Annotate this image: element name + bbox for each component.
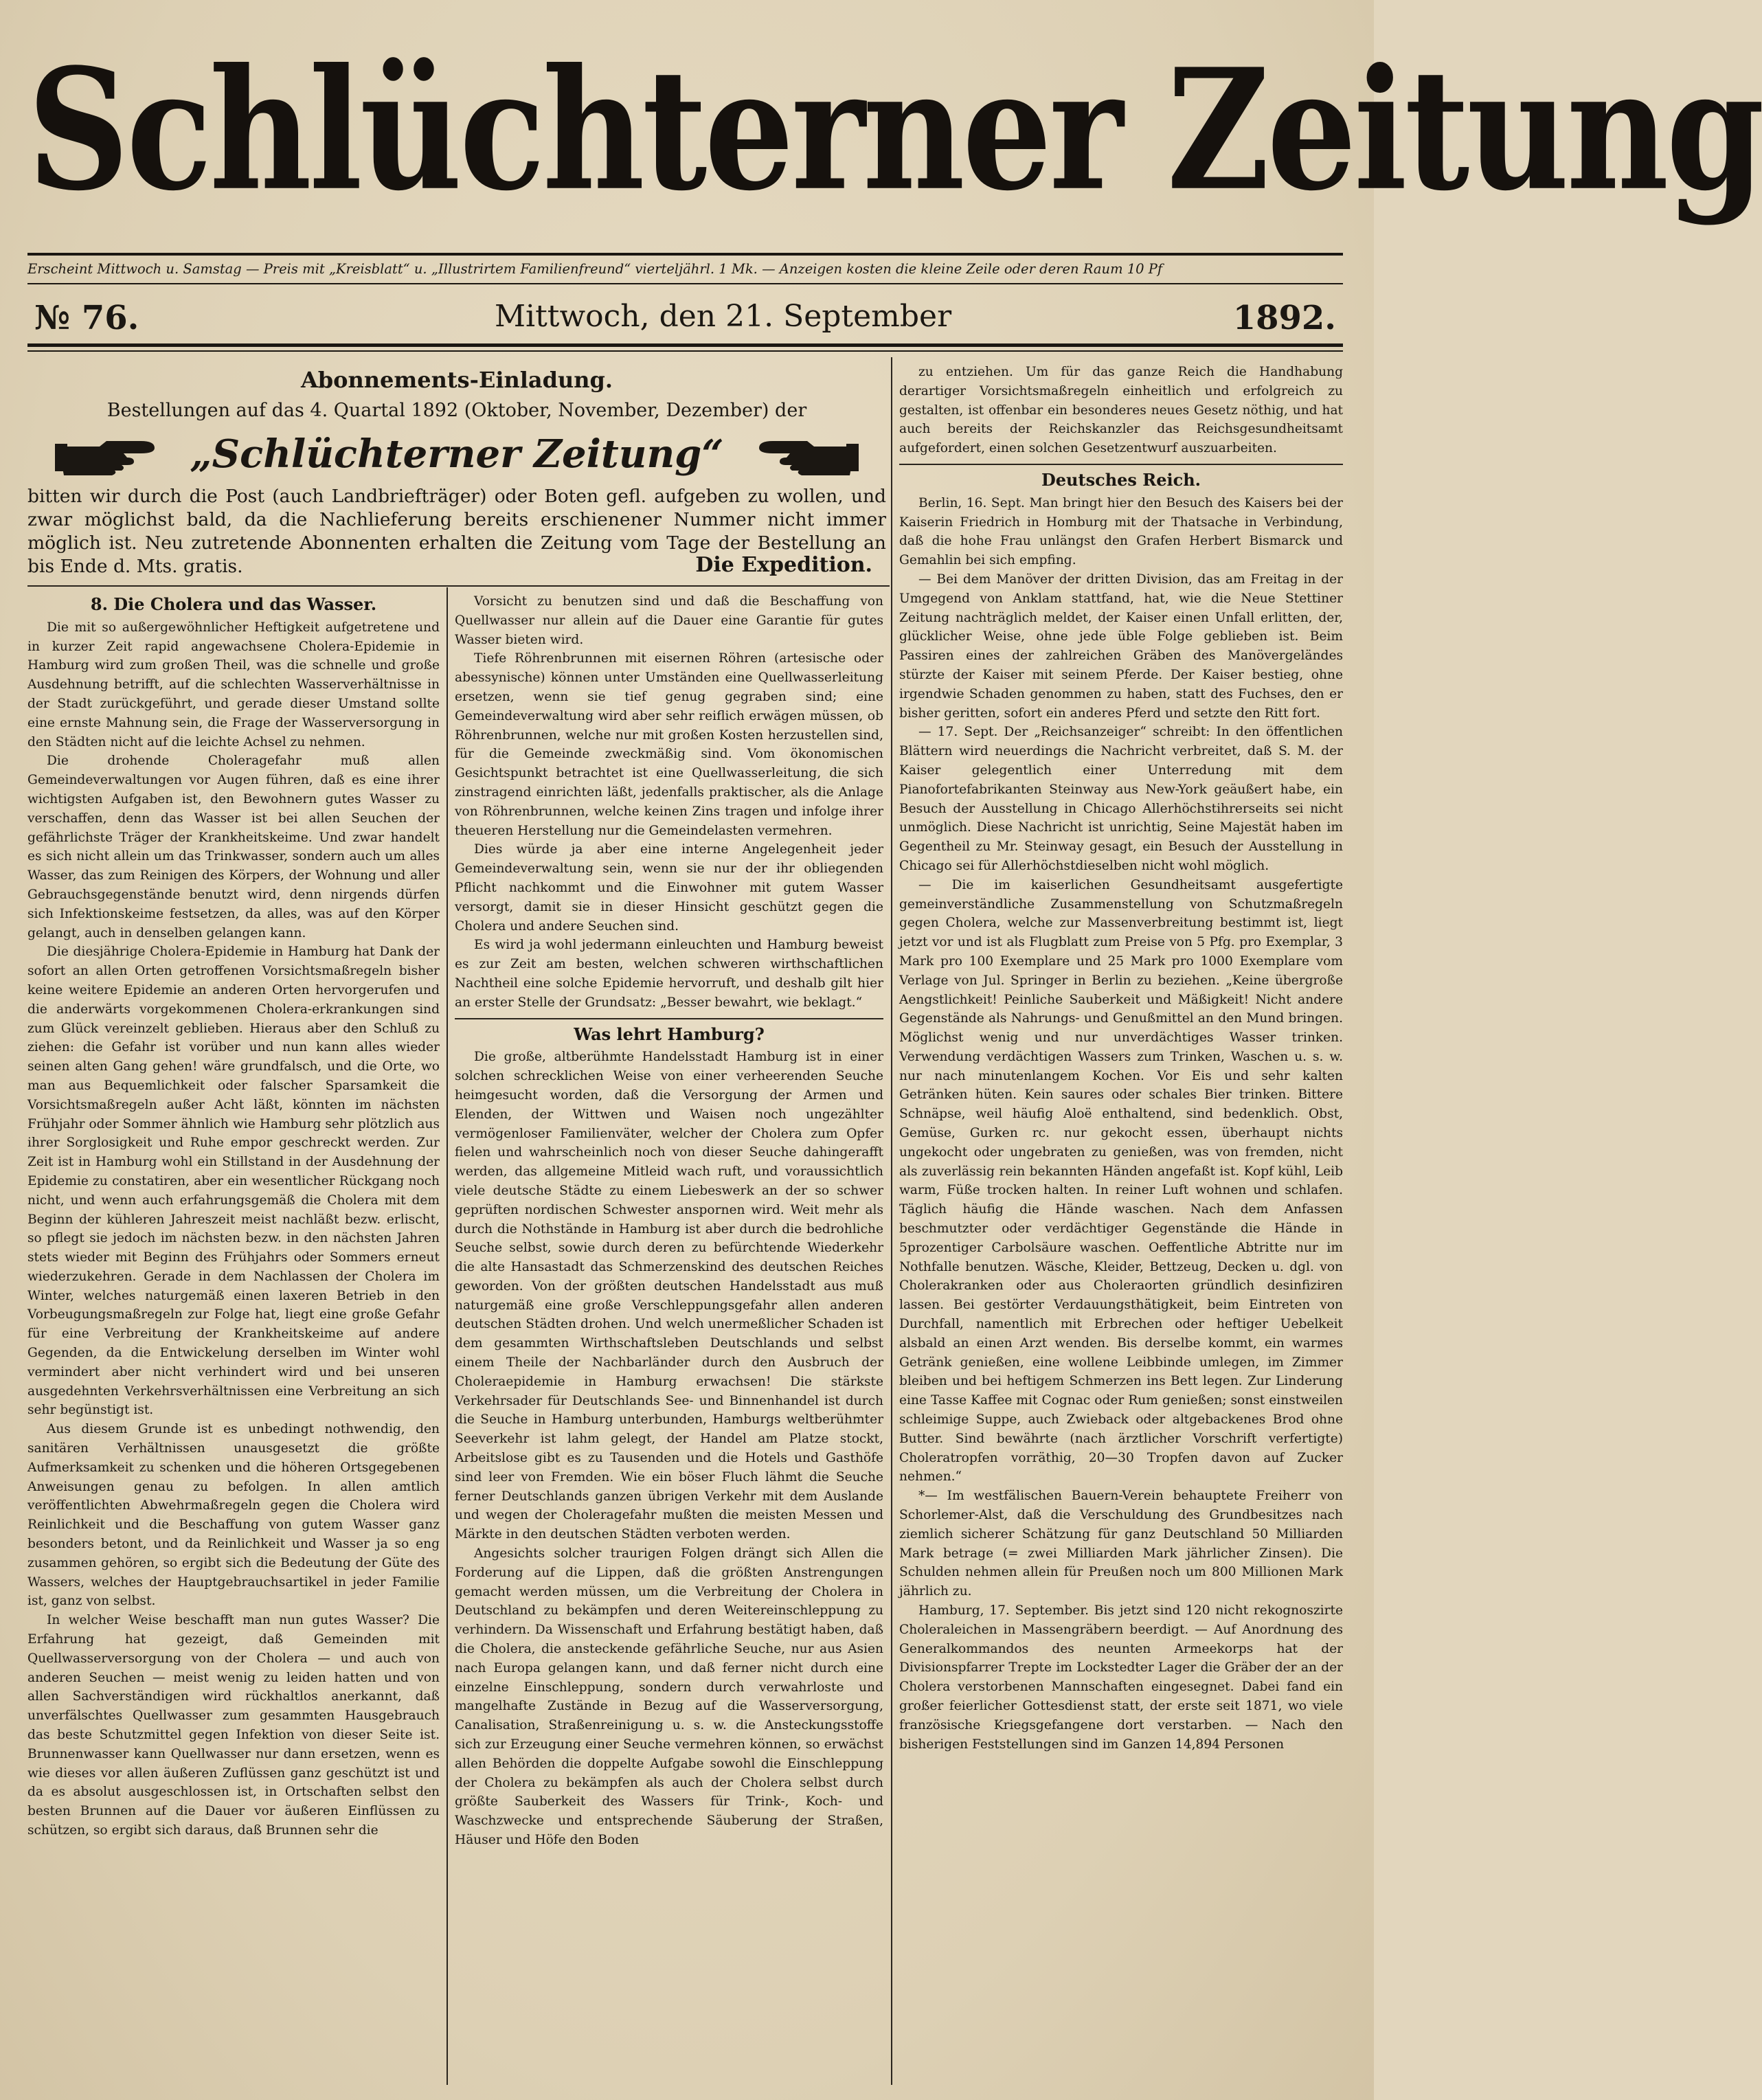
paragraph: Vorsicht zu benutzen sind und daß die Beschaffung von Quellwasser nur allein auf die Dauer eine Garantie für gutes Wasser bieten wird. xyxy=(455,594,883,647)
masthead-rule xyxy=(27,253,1343,256)
paragraph: zu entziehen. Um für das ganze Reich die Handhabung derartiger Vorsichtsmaßregeln einheitlich und erfolgreich zu gestalten, ist offenbar ein besonderes neues Gesetz nöthig, und hat auch bereits der Reichskanzler das Reichsgesundheitsamt aufgefordert, einen solchen Gesetzentwurf auszuarbeiten. xyxy=(899,365,1343,456)
paragraph: Die diesjährige Cholera-Epidemie in Hamburg hat Dank der sofort an allen Orten getroffenen Vorsichtsmaßregeln bisher keine weitere Epidemie an anderen Orten hervorgerufen und die anderwärts vorgekommenen Cholera-erkrankungen sind zum Glück vereinzelt geblieben. Hieraus aber den Schluß zu ziehen: die Gefahr ist vorüber und nun kann alles wieder seinen alten Gang gehen! wäre grundfalsch, und die Orte, wo man aus Bequemlichkeit oder falscher Sparsamkeit die Vorsichtsmaßregeln außer Acht läßt, könnten im nächsten Frühjahr oder Sommer ähnlich wie Hamburg sehr plötzlich aus ihrer Sorglosigkeit und Ruhe empor geschreckt werden. Zur Zeit ist in Hamburg wohl ein Stillstand in der Ausdehnung der Epidemie zu constatiren, aber ein wesentlicher Rückgang noch nicht, und wenn auch erfahrungsgemäß die Cholera mit dem Beginn der kühleren Jahreszeit meist nachläßt bezw. erlischt, so pflegt sie jedoch im nächsten bezw. in den nächsten Jahren stets wieder mit Beginn des Frühjahrs oder Sommers erneut wiederzukehren. Gerade in dem Nachlassen der Cholera im Winter, welches naturgemäß einen laxeren Betrieb in den Vorbeugungsmaßregeln zur Folge hat, liegt eine große Gefahr für eine Verbreitung der Krankheitskeime auf andere Gegenden, da die Entwickelung derselben im Winter wohl vermindert aber nicht verhindert wird und bei unseren ausgedehnten Verkehrsverhältnissen eine Verbreitung an sich sehr begünstigt ist. xyxy=(27,945,440,1418)
section-heading-deutsches-reich: Deutsches Reich. xyxy=(1041,469,1201,490)
newspaper-masthead: Schlüchterner Zeitung xyxy=(27,33,1762,228)
article-separator xyxy=(455,1018,883,1019)
issue-number: № 76. xyxy=(34,299,139,337)
paragraph: — 17. Sept. Der „Reichsanzeiger“ schreibt: In den öffentlichen Blättern wird neuerdings die Nachricht verbreitet, daß S. M. der Kaiser gelegentlich einer Unterredung mit dem Pianofortefabrikanten Steinway aus New-York geäußert habe, ein Besuch der Ausstellung in Chicago Allerhöchstihrerseits sei nicht unmöglich. Diese Nachricht ist unrichtig, Seine Majestät haben im Gegentheil zu Mr. Steinway gesagt, ein Besuch der Ausstellung in Chicago sei für Allerhöchstdieselben nicht wohl möglich. xyxy=(899,725,1343,873)
dateline xyxy=(27,292,1343,340)
column-divider-1 xyxy=(447,587,448,2085)
subline-rule xyxy=(27,283,1343,284)
paragraph: Die drohende Choleragefahr muß allen Gemeindeverwaltungen vor Augen führen, daß es eine ihrer wichtigsten Aufgaben ist, den Bewohnern gutes Wasser zu verschaffen, denn das Wasser ist bei allen Seuchen der gefährlichste Träger der Krankheitskeime. Und zwar handelt es sich nicht allein um das Trinkwasser, sondern auch um alles Wasser, das zum Reinigen des Körpers, der Wohnung und aller Gebrauchsgegenstände benutzt wird, denn nirgends dürfen sich Infektionskeime festsetzen, da alles, was auf den Körper gelangt, auch in denselben gelangen kann. xyxy=(27,754,440,940)
column-3-article xyxy=(899,363,1343,2087)
paragraph: Berlin, 16. Sept. Man bringt hier den Besuch des Kaisers bei der Kaiserin Friedrich in Homburg mit der Thatsache in Verbindung, daß die hohe Frau unlängst den Grafen Herbert Bismarck und Gemahlin bei sich empfing. xyxy=(899,495,1343,568)
paragraph: Dies würde ja aber eine interne Angelegenheit jeder Gemeindeverwaltung sein, wenn sie nur der ihr obliegenden Pflicht nachkommt und die Einwohner mit gutem Wasser versorgt, damit sie in dieser Hinsicht geschützt gegen die Cholera und andere Seuchen sind. xyxy=(455,842,883,934)
paragraph: — Die im kaiserlichen Gesundheitsamt ausgefertigte gemeinverständliche Zusammenstellung von Schutzmaßregeln gegen Cholera, welche zur Massenverbreitung bestimmt ist, liegt jetzt vor und ist als Flugblatt zum Preise von 5 Pfg. pro Exemplar, 3 Mark pro 100 Exemplare und 25 Mark pro 1000 Exemplare vom Verlage von Jul. Springer in Berlin zu beziehen. „Keine übergroße Aengstlichkeit! Peinliche Sauberkeit und Mäßigkeit! Nicht andere Gegenstände als Nahrungs- und Genußmittel an den Mund bringen. Möglichst wenig und nur unverdächtiges Wasser trinken. Verwendung verdächtigen Wassers zum Trinken, Waschen u. s. w. nur nach minutenlangem Kochen. Vor Eis und sehr kalten Getränken hüten. Kein saures oder schales Bier trinken. Bittere Schnäpse, weil häufig Aloë enthaltend, sind bedenklich. Obst, Gemüse, Gurken rc. nur gekocht essen, überhaupt nichts ungekocht oder ungebraten zu genießen, was von fremden, nicht als zuverlässig rein bekannten Händen angefaßt ist. Kopf kühl, Leib warm, Füße trocken halten. In reiner Luft wohnen und schlafen. Täglich häufig die Hände waschen. Nach dem Anfassen beschmutzter oder verdächtiger Gegenstände die Hände in 5prozentiger Carbolsäure waschen. Oeffentliche Abtritte nur im Nothfalle benutzen. Wäsche, Kleider, Bettzeug, Decken u. dgl. von Cholerakranken oder aus Choleraorten gründlich desinfiziren lassen. Bei gestörter Verdauungsthätigkeit, beim Eintreten von Durchfall, namentlich mit Erbrechen oder heftiger Uebelkeit alsbald an einen Arzt wenden. Bis derselbe kommt, ein warmes Getränk genießen, eine wollene Leibbinde umlegen, im Zimmer bleiben und bei heftigem Schmerzen ins Bett legen. Zur Linderung eine Tasse Kaffee mit Cognac oder Rum genießen; sonst einstweilen schleimige Suppe, auch Zwieback oder altgebackenes Brod ohne Butter. Sind bewährte (nach ärztlicher Vorschrift verfertigte) Choleratropfen vorräthig, 20—30 Tropfen davon auf Zucker nehmen.“ xyxy=(899,877,1343,1484)
paragraph: Die große, altberühmte Handelsstadt Hamburg ist in einer solchen schrecklichen Weise von einer verheerenden Seuche heimgesucht worden, daß die Versorgung der Armen und Elenden, der Wittwen und Waisen noch ungezählter vermögenloser Familienväter, welcher der Cholera zum Opfer fielen und wahrscheinlich noch von dieser Seuche dahingerafft werden, das allgemeine Mitleid wach ruft, und voraussichtlich viele deutsche Städte zu einem Liebeswerk an der so schwer geprüften nordischen Schwester anspornen wird. Weit mehr als durch die Nothstände in Hamburg ist aber durch die bedrohliche Seuche selbst, sowie durch deren zu befürchtende Wiederkehr die alte Hansastadt das Schmerzenskind des deutschen Reiches geworden. Von der größten deutschen Handelsstadt aus muß naturgemäß eine große Verschleppungsgefahr allen anderen deutschen Städten drohen. Und welch unermeßlicher Schaden ist dem gesammten Wirthschaftsleben Deutschlands und selbst einem Theile der Nachbarländer durch den Ausbruch der Choleraepidemie in Hamburg erwachsen! Die stärkste Verkehrsader für Deutschlands See- und Binnenhandel ist durch die Seuche in Hamburg unterbunden, Hamburgs weltberühmter Seeverkehr ist lahm gelegt, der Handel am Platze stockt, Arbeitslose gibt es zu Tausenden und die Hotels und Gasthöfe sind leer von Fremden. Wie ein böser Fluch lähmt die Seuche ferner Deutschlands ganzen übrigen Verkehr mit dem Auslande und wegen der Choleragefahr mußten die meisten Messen und Märkte in den deutschen Städten verboten werden. xyxy=(455,1050,883,1542)
section-rule xyxy=(27,585,890,587)
paragraph: Angesichts solcher traurigen Folgen drängt sich Allen die Forderung auf die Lippen, daß die größten Anstrengungen gemacht werden müssen, um die Verbreitung der Cholera in Deutschland zu bekämpfen und deren Weitereinschleppung zu verhindern. Da Wissenschaft und Erfahrung bestätigt haben, daß die Cholera, die ansteckende gefährliche Seuche, nur aus Asien nach Europa gelangen kann, und daß ferner nicht durch eine einzelne Einschleppung, sondern durch verwahrloste und mangelhafte Zustände in Bezug auf die Wasserversorgung, Canalisation, Straßenreinigung u. s. w. die Ansteckungsstoffe sich zur Erzeugung einer Seuche vermehren können, so erwächst allen Behörden die doppelte Aufgabe sowohl die Einschleppung der Cholera zu bekämpfen als auch der Cholera selbst durch größte Sauberkeit des Wassers für Trink-, Koch- und Waschzwecke und entsprechende Säuberung der Straßen, Häuser und Höfe den Boden xyxy=(455,1546,883,1847)
column-2-article xyxy=(455,592,883,2090)
pointing-hand-left-icon xyxy=(749,434,859,475)
subscription-body: bitten wir durch die Post (auch Landbriefträger) oder Boten gefl. aufgeben zu wollen, und zwar möglichst bald, da die Nachlieferung bereits erschienener Nummer nicht immer möglich ist. Neu zutretende Abonnenten erhalten die Zeitung vom Tage der Bestellung an bis Ende d. Mts. gratis. xyxy=(27,486,886,577)
dateline-rule-thick xyxy=(27,343,1343,347)
issue-date: Mittwoch, den 21. September xyxy=(495,299,952,334)
subscription-intro: Bestellungen auf das 4. Quartal 1892 (Oktober, November, Dezember) der xyxy=(106,400,807,421)
paragraph: — Bei dem Manöver der dritten Division, das am Freitag in der Umgegend von Anklam stattfand, hat, wie die Neue Stettiner Zeitung nachträglich meldet, der Kaiser einen Unfall erlitten, der, glücklicher Weise, ohne jede üble Folge geblieben ist. Beim Passiren eines der zahlreichen Gräben des Manövergeländes stürzte der Kaiser mit seinem Pferde. Der Kaiser bestieg, ohne irgendwie Schaden genommen zu haben, statt des Fuchses, den er bisher geritten, sofort ein anderes Pferd und setzte den Ritt fort. xyxy=(899,572,1343,721)
article-heading-hamburg: Was lehrt Hamburg? xyxy=(574,1024,765,1044)
paragraph: *— Im westfälischen Bauern-Verein behauptete Freiherr von Schorlemer-Alst, daß die Verschuldung des Grundbesitzes nach ziemlich sicherer Schätzung für ganz Deutschland 50 Milliarden Mark betrage (= zwei Milliarden Mark jährlicher Zinsen). Die Schulden nehmen allein für Preußen noch um 800 Millionen Mark jährlich zu. xyxy=(899,1489,1343,1599)
article-heading-cholera: 8. Die Cholera und das Wasser. xyxy=(90,594,377,614)
paragraph: Tiefe Röhrenbrunnen mit eisernen Röhren (artesische oder abessynische) können unter Umständen eine Quellwasserleitung ersetzen, wenn sie tief genug gegraben sind; eine Gemeindeverwaltung wird aber sehr reiflich erwägen müssen, ob Röhrenbrunnen, welche nur mit großen Kosten herzustellen sind, für die Gemeinde zweckmäßig sind. Vom ökonomischen Gesichtspunkt betrachtet ist eine Quellwasserleitung, die sich zinstragend einrichten läßt, jedenfalls praktischer, als die Anlage von Röhrenbrunnen, welche keinen Zins tragen und infolge ihrer theueren Herstellung nur die Gemeindelasten vermehren. xyxy=(455,651,883,838)
issue-year: 1892. xyxy=(1232,299,1336,337)
dateline-rule-thin xyxy=(27,350,1343,352)
paragraph: Aus diesem Grunde ist es unbedingt nothwendig, den sanitären Verhältnissen unausgesetzt die größte Aufmerksamkeit zu schenken und die höheren Ortsgegebenen Anweisungen genau zu befolgen. In allen amtlich veröffentlichten Abwehrmaßregeln gegen die Cholera wird Reinlichkeit und die Beschaffung von gutem Wasser ganz besonders betont, und da Reinlichkeit und Wasser ja so eng zusammen gehören, so ergibt sich die Bedeutung der Güte des Wassers, welches der Hauptgebrauchsartikel in jeder Familie ist, ganz von selbst. xyxy=(27,1422,440,1609)
subscription-signature: Die Expedition. xyxy=(695,553,872,577)
paragraph: In welcher Weise beschafft man nun gutes Wasser? Die Erfahrung hat gezeigt, daß Gemeinden mit Quellwasserversorgung von der Cholera — und auch von anderen Seuchen — meist wenig zu leiden hatten und von allen Sachverständigen wird rückhaltlos anerkannt, daß unverfälschtes Quellwasser zum gesammten Hausgebrauch das beste Schutzmittel gegen Infektion von dieser Seite ist. Brunnenwasser kann Quellwasser nur dann ersetzen, wenn es wie dieses vor allen äußeren Zuflüssen ganz geschützt ist und da es absolut ausgeschlossen ist, in Ortschaften selbst den besten Brunnen auf die Dauer vor äußeren Einflüssen zu schützen, so ergibt sich daraus, daß Brunnen sehr die xyxy=(27,1613,440,1838)
pointing-hand-right-icon xyxy=(55,434,165,475)
paragraph: Es wird ja wohl jedermann einleuchten und Hamburg beweist es zur Zeit am besten, welchen schweren wirthschaftlichen Nachtheil eine solche Epidemie hervorruft, und deshalb gilt hier an erster Stelle der Grundsatz: „Besser bewahrt, wie beklagt.“ xyxy=(455,938,883,1010)
paragraph: Die mit so außergewöhnlicher Heftigkeit aufgetretene und in kurzer Zeit rapid angewachsene Cholera-Epidemie in Hamburg wird zum großen Theil, was die schnelle und große Ausdehnung betrifft, auf die schlechten Wasserverhältnisse in der Stadt zurückgeführt, und gerade dieser Umstand sollte eine ernste Mahnung sein, die Frage der Wasserversorgung in den Städten nicht auf die leichte Achsel zu nehmen. xyxy=(27,620,440,749)
article-separator xyxy=(899,464,1343,465)
column-1-article xyxy=(27,592,440,2090)
paragraph: Hamburg, 17. September. Bis jetzt sind 120 nicht rekognoszirte Choleraleichen in Massengräbern beerdigt. — Auf Anordnung des Generalkommandos des neunten Armeekorps hat der Divisionspfarrer Trepte im Lockstedter Lager die Gräber der an der Cholera verstorbenen Mannschaften eingesegnet. Dabei fand ein großer feierlicher Gottesdienst statt, der erste seit 1871, wo viele französische Kriegsgefangene dort verstarben. — Nach den bisherigen Feststellungen sind im Ganzen 14,894 Personen xyxy=(899,1603,1343,1752)
subscription-info-line: Erscheint Mittwoch u. Samstag — Preis mit „Kreisblatt“ u. „Illustrirtem Familienfreund“ vierteljährl. 1 Mk. — Anzeigen kosten die kleine Zeile oder deren Raum 10 Pf xyxy=(27,261,1163,277)
column-divider-2 xyxy=(891,357,892,2085)
subscription-title: Abonnements-Einladung. xyxy=(300,367,613,393)
paper-name-highlight: „Schlüchterner Zeitung“ xyxy=(190,431,724,477)
subscription-invitation xyxy=(27,357,886,584)
